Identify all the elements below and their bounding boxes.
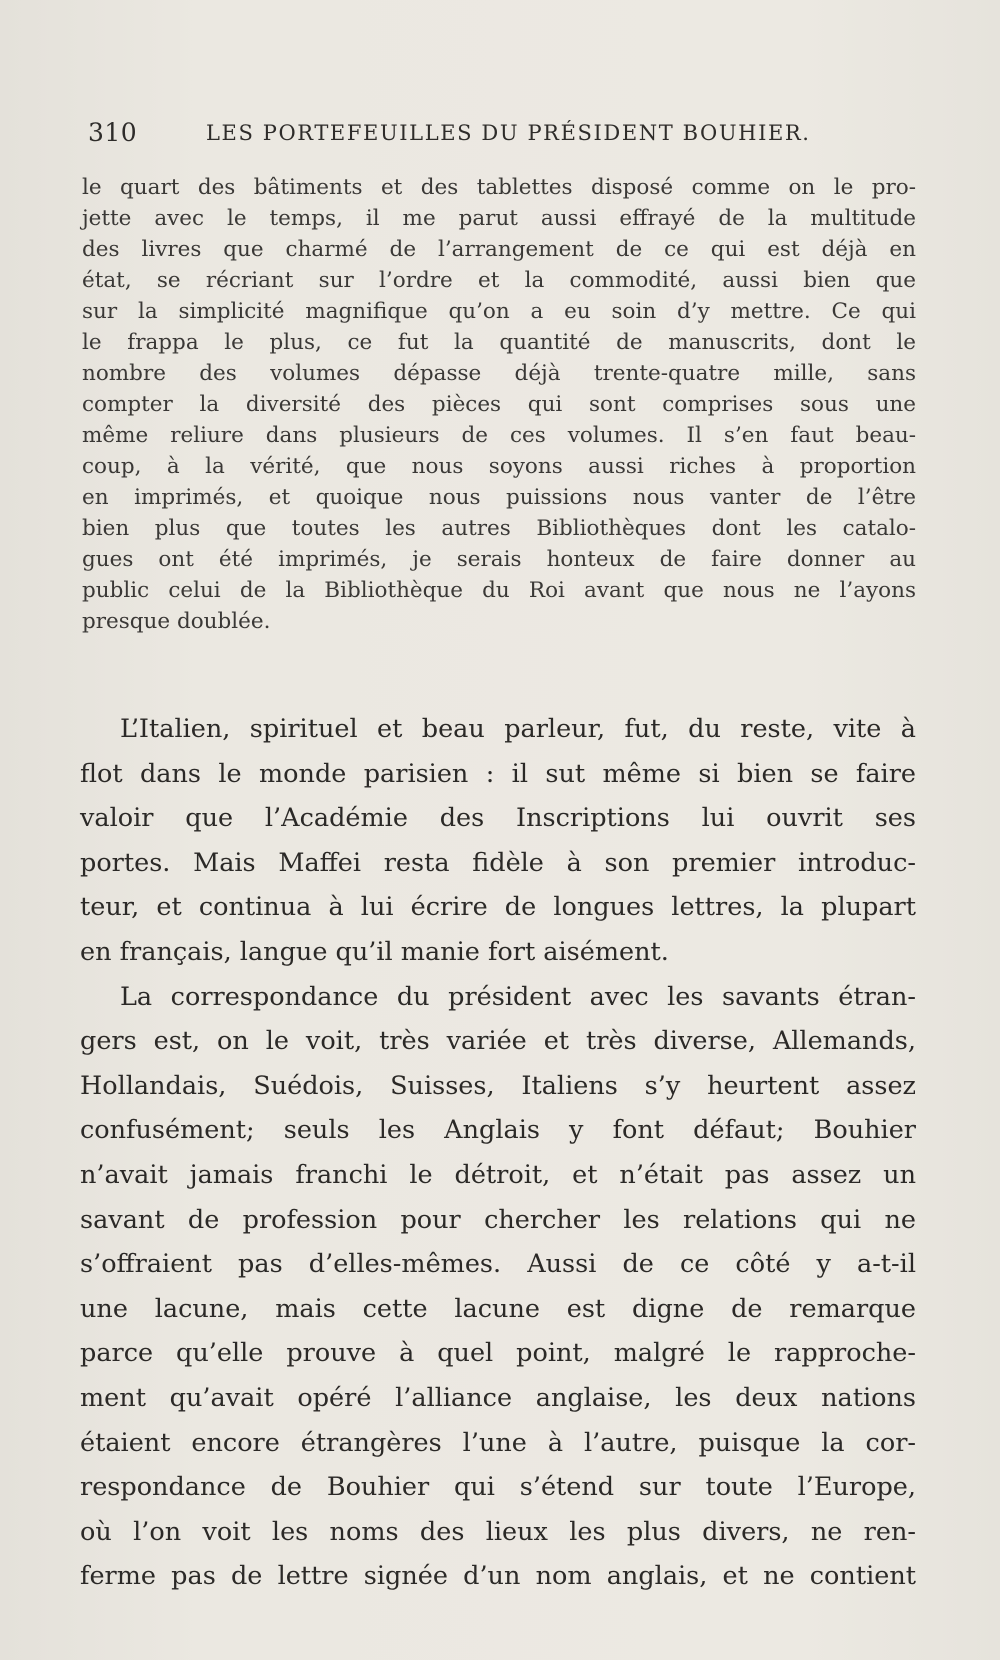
paragraph-line: où l’on voit les noms des lieux les plus divers, ne ren- — [80, 1516, 916, 1547]
paragraph-line: en français, langue qu’il manie fort aisément. — [80, 936, 669, 967]
paragraph-line: La correspondance du président avec les savants étran- — [120, 981, 916, 1012]
paragraph-line: n’avait jamais franchi le détroit, et n’était pas assez un — [80, 1159, 916, 1190]
quoted-passage — [82, 172, 916, 637]
paragraph-line: teur, et continua à lui écrire de longues lettres, la plupart — [80, 892, 916, 923]
quote-line: bien plus que toutes les autres Bibliothèques dont les catalo- — [82, 516, 916, 541]
quote-line: état, se récriant sur l’ordre et la commodité, aussi bien que — [82, 268, 916, 293]
paragraph-line: s’offraient pas d’elles-mêmes. Aussi de ce côté y a-t-il — [80, 1249, 916, 1280]
quote-line: gues ont été imprimés, je serais honteux de faire donner au — [82, 547, 916, 572]
page-header — [88, 118, 928, 158]
running-head: LES PORTEFEUILLES DU PRÉSIDENT BOUHIER. — [206, 121, 811, 145]
paragraph-line: ment qu’avait opéré l’alliance anglaise, les deux nations — [80, 1382, 916, 1413]
paragraph-line: valoir que l’Académie des Inscriptions lui ouvrit ses — [80, 803, 916, 834]
quote-line: le quart des bâtiments et des tablettes disposé comme on le pro- — [82, 175, 916, 200]
paragraph-line: L’Italien, spirituel et beau parleur, fut, du reste, vite à — [120, 714, 916, 744]
quote-line: sur la simplicité magnifique qu’on a eu soin d’y mettre. Ce qui — [82, 299, 916, 324]
paragraph-line: flot dans le monde parisien : il sut même si bien se faire — [80, 758, 916, 789]
quote-line: des livres que charmé de l’arrangement de ce qui est déjà en — [82, 237, 916, 262]
quote-line: coup, à la vérité, que nous soyons aussi riches à proportion — [82, 454, 916, 479]
paragraph-line: confusément; seuls les Anglais y font défaut; Bouhier — [80, 1115, 916, 1146]
paragraph-line: parce qu’elle prouve à quel point, malgré le rapproche- — [80, 1338, 916, 1369]
page-number: 310 — [88, 118, 138, 147]
paragraph-line: portes. Mais Maffei resta fidèle à son premier introduc- — [80, 847, 916, 878]
quote-line: jette avec le temps, il me parut aussi effrayé de la multitude — [82, 206, 916, 231]
quote-line: en imprimés, et quoique nous puissions nous vanter de l’être — [82, 485, 916, 510]
quote-line: nombre des volumes dépasse déjà trente-quatre mille, sans — [82, 361, 916, 386]
paragraph-line: Hollandais, Suédois, Suisses, Italiens s’y heurtent assez — [80, 1070, 916, 1101]
paragraph-line: une lacune, mais cette lacune est digne de remarque — [80, 1293, 916, 1324]
quote-line: presque doublée. — [82, 609, 271, 634]
quote-line: public celui de la Bibliothèque du Roi avant que nous ne l’ayons — [82, 578, 916, 603]
paragraph-line: gers est, on le voit, très variée et très diverse, Allemands, — [80, 1026, 916, 1057]
paragraph-line: étaient encore étrangères l’une à l’autre, puisque la cor- — [80, 1427, 916, 1458]
paragraph-line: savant de profession pour chercher les relations qui ne — [80, 1204, 916, 1235]
quote-line: compter la diversité des pièces qui sont comprises sous une — [82, 392, 916, 417]
quote-line: même reliure dans plusieurs de ces volumes. Il s’en faut beau- — [82, 423, 916, 448]
quote-line: le frappa le plus, ce fut la quantité de manuscrits, dont le — [82, 330, 916, 355]
body-text — [80, 707, 916, 1599]
paragraph-line: ferme pas de lettre signée d’un nom anglais, et ne contient — [80, 1561, 916, 1592]
paragraph-line: respondance de Bouhier qui s’étend sur toute l’Europe, — [80, 1472, 916, 1503]
